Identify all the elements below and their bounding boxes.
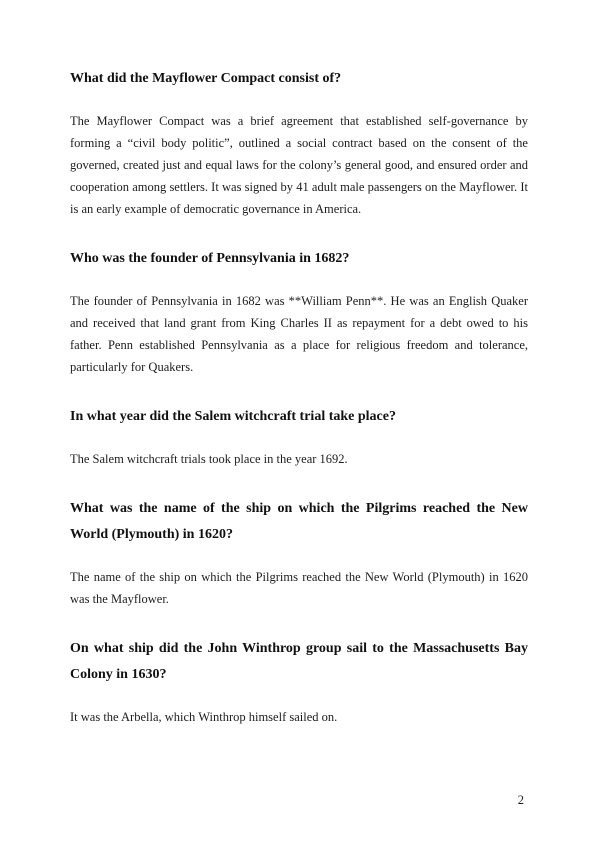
qa-section-mayflower-compact (70, 66, 528, 220)
question-heading: Who was the founder of Pennsylvania in 1682? (70, 251, 350, 266)
answer-paragraph: It was the Arbella, which Winthrop himself sailed on. (70, 710, 338, 724)
question-heading: What did the Mayflower Compact consist of? (70, 71, 342, 86)
question-heading: On what ship did the John Winthrop group sail to the Massachusetts Bay Colony in 1630? (70, 641, 528, 682)
answer-paragraph: The name of the ship on which the Pilgrims reached the New World (Plymouth) in 1620 was the Mayflower. (70, 570, 528, 606)
qa-section-pilgrims-ship (70, 496, 528, 610)
question-heading: In what year did the Salem witchcraft trial take place? (70, 409, 396, 424)
answer-paragraph: The Mayflower Compact was a brief agreement that established self-governance by forming a “civil body politic”, outlined a social contract based on the consent of the governed, created just and equal laws for the colony’s general good, and ensured order and cooperation among settlers. It was signed by 41 adult male passengers on the Mayflower. It is an early example of democratic governance in America. (70, 114, 528, 216)
question-heading: What was the name of the ship on which the Pilgrims reached the New World (Plymouth) in 1620? (70, 501, 528, 542)
qa-section-pennsylvania-founder (70, 246, 528, 378)
qa-section-winthrop-ship (70, 636, 528, 728)
page-number: 2 (517, 793, 524, 807)
answer-paragraph: The Salem witchcraft trials took place in the year 1692. (70, 452, 348, 466)
qa-section-salem-trials (70, 404, 528, 470)
answer-paragraph: The founder of Pennsylvania in 1682 was **William Penn**. He was an English Quaker and received that land grant from King Charles II as repayment for a debt owed to his father. Penn established Pennsylvania as a place for religious freedom and tolerance, particularly for Quakers. (70, 294, 528, 374)
